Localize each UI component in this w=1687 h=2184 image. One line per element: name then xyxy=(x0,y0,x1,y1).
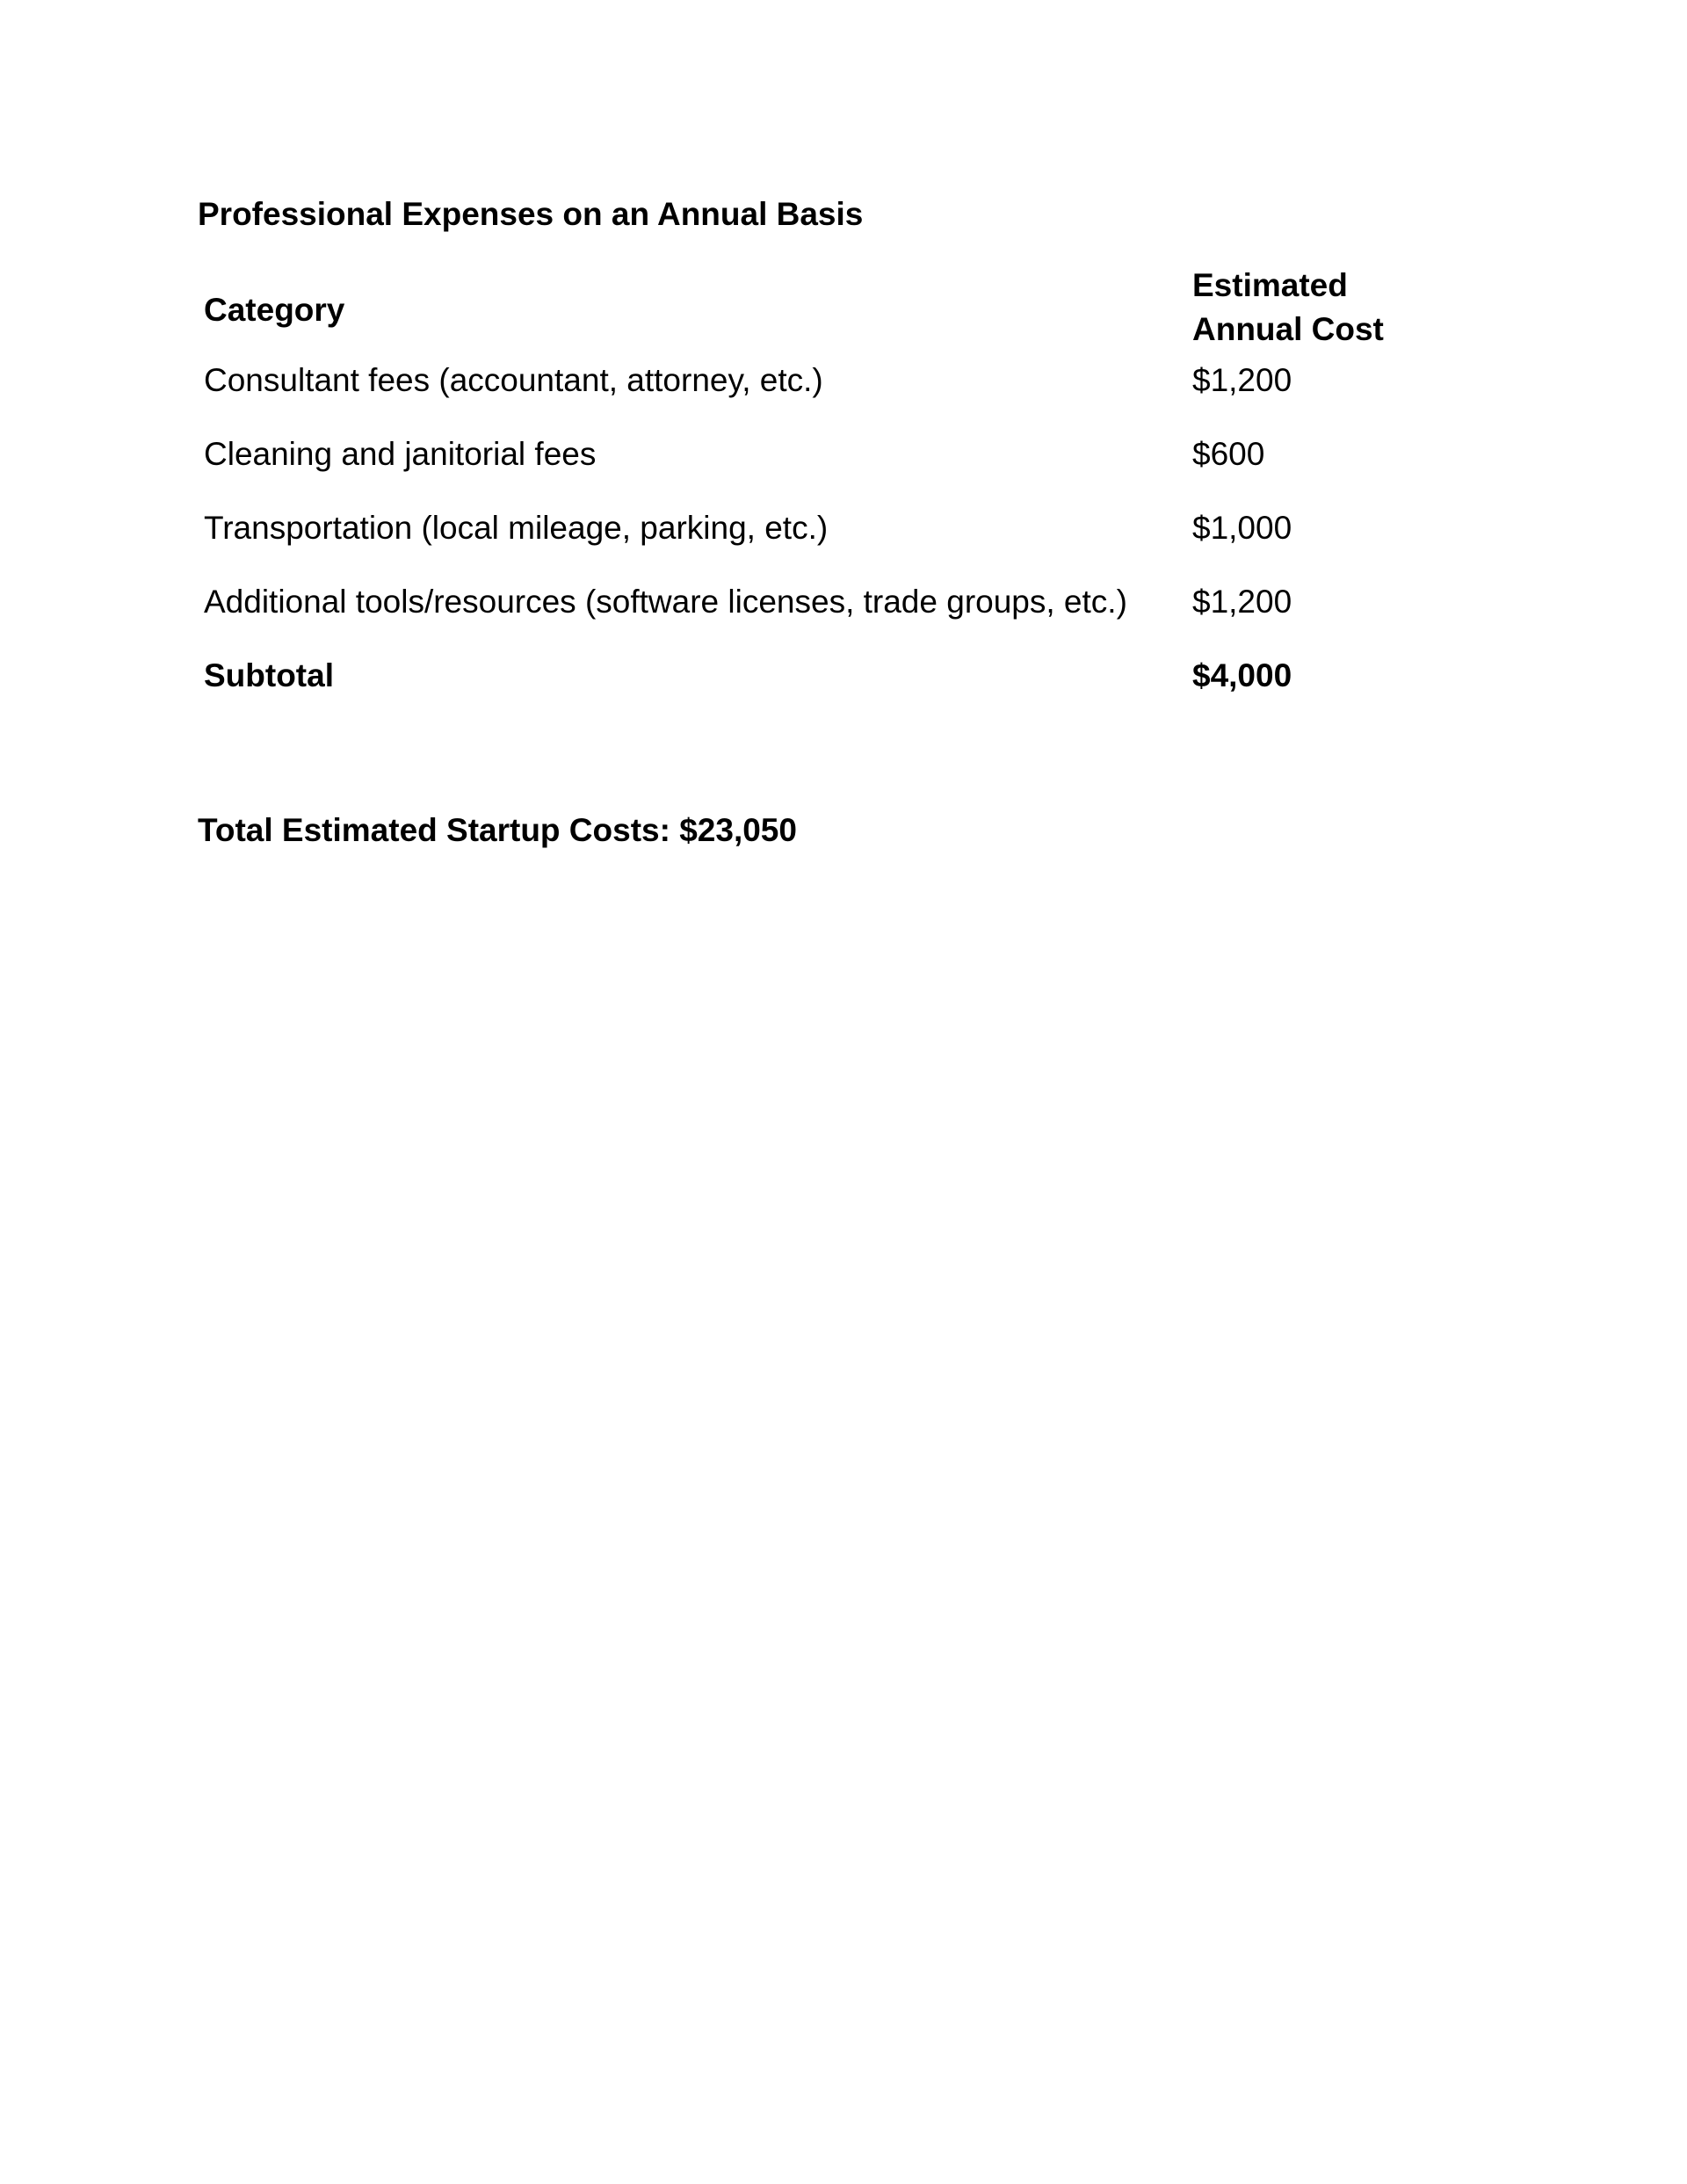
expense-table xyxy=(197,264,1427,728)
row-category: Cleaning and janitorial fees xyxy=(204,436,597,472)
row-cost: $1,000 xyxy=(1192,510,1292,546)
row-category: Additional tools/resources (software licenses, trade groups, etc.) xyxy=(204,584,1127,620)
total-startup-costs: Total Estimated Startup Costs: $23,050 xyxy=(198,812,797,848)
subtotal-value: $4,000 xyxy=(1192,657,1292,693)
table-header-row xyxy=(197,264,1427,359)
row-category: Consultant fees (accountant, attorney, etc.) xyxy=(204,362,823,398)
cost-header-line-2: Annual Cost xyxy=(1192,311,1384,347)
row-category: Transportation (local mileage, parking, etc.) xyxy=(204,510,829,546)
cost-header-line-1: Estimated xyxy=(1192,267,1348,303)
cost-column-header xyxy=(1192,264,1384,352)
category-column-header: Category xyxy=(204,292,345,328)
section-title: Professional Expenses on an Annual Basis xyxy=(198,196,864,232)
subtotal-row xyxy=(197,654,1427,728)
table-row xyxy=(197,580,1427,654)
table-row xyxy=(197,506,1427,580)
subtotal-label: Subtotal xyxy=(204,657,334,693)
row-cost: $600 xyxy=(1192,436,1265,472)
row-cost: $1,200 xyxy=(1192,362,1292,398)
table-row xyxy=(197,432,1427,506)
row-cost: $1,200 xyxy=(1192,584,1292,620)
table-row xyxy=(197,359,1427,432)
